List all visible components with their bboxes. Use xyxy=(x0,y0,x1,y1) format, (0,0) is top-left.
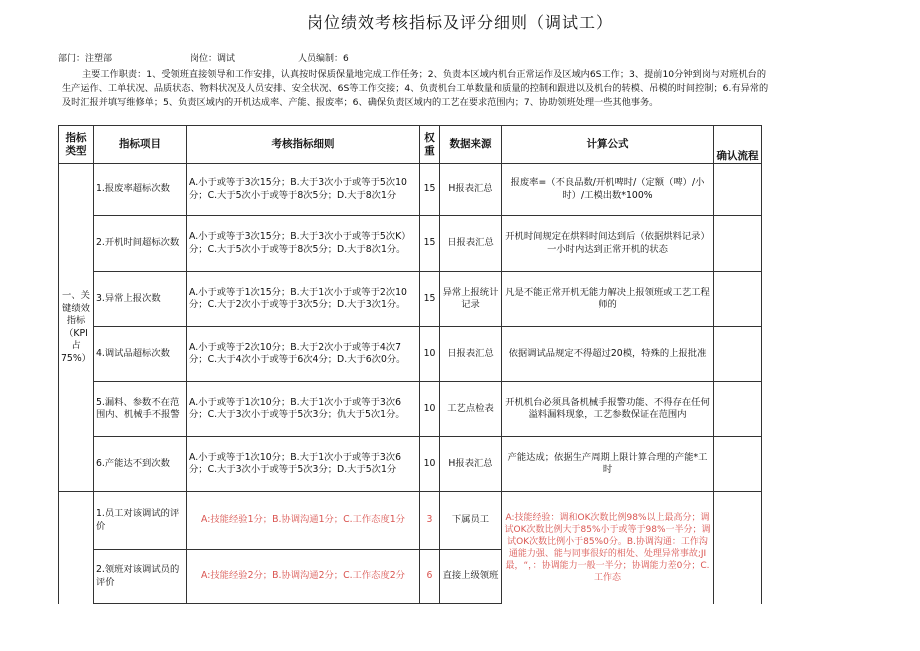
row-formula: 凡是不能正常开机无能力解决上报领班或工艺工程师的 xyxy=(502,272,714,327)
group2-label xyxy=(59,492,94,604)
row-item: 1.报废率超标次数 xyxy=(94,164,187,216)
page-title: 岗位绩效考核指标及评分细则（调试工） xyxy=(306,13,613,32)
header-source: 数据来源 xyxy=(440,126,502,164)
position-label: 岗位：调试 xyxy=(190,54,236,64)
row-formula: 依据调试品规定不得超过20模，特殊的上报批准 xyxy=(502,327,714,382)
row-item: 1.员工对该调试的评价 xyxy=(94,492,187,550)
header-weight: 权重 xyxy=(420,126,440,164)
row-confirm xyxy=(714,437,762,492)
row-item: 6.产能达不到次数 xyxy=(94,437,187,492)
row-weight: 15 xyxy=(420,216,440,272)
row-detail: A.小于或等于1次10分；B.大于1次小于或等于3次6分；C.大于3次小于或等于5次3分；仇大于5次1分。 xyxy=(187,382,420,437)
row-weight: 10 xyxy=(420,382,440,437)
row-source: 异常上报统计记录 xyxy=(440,272,502,327)
department-label: 部门：注塑部 xyxy=(58,54,113,64)
row-item: 2.领班对该调试员的评价 xyxy=(94,550,187,604)
row-weight: 6 xyxy=(420,550,440,604)
row-item: 5.漏料、参数不在范围内、机械手不报警 xyxy=(94,382,187,437)
row-detail: A:技能经验1分；B.协调沟通1分；C.工作态度1分 xyxy=(187,492,420,550)
row-detail: A.小于或等于3次15分；B.大于3次小于或等于5次10分；C.大于5次小于或等于8次5分；D.大于8次1分 xyxy=(187,164,420,216)
table-row xyxy=(59,437,762,492)
kpi-table xyxy=(58,125,762,604)
row-confirm xyxy=(714,164,762,216)
row-confirm xyxy=(714,272,762,327)
table-header-row xyxy=(59,126,762,164)
row-detail: A.小于或等于1次15分；B.大于1次小于或等于2次10分；C.大于2次小于或等于3次5分；D.大于3次1分。 xyxy=(187,272,420,327)
row-detail: A.小于或等于1次10分；B.大于1次小于或等于3次6分；C.大于3次小于或等于5次3分；D.大于5次1分 xyxy=(187,437,420,492)
table-row xyxy=(59,327,762,382)
row-weight: 15 xyxy=(420,272,440,327)
row-formula: 产能达成；依据生产周期上限计算合理的产能*工时 xyxy=(502,437,714,492)
row-source: 直接上级领班 xyxy=(440,550,502,604)
row-formula: 开机机台必须具备机械手报警功能、不得存在任何溢料漏料现象，工艺参数保证在范围内 xyxy=(502,382,714,437)
table-row xyxy=(59,272,762,327)
row-weight: 10 xyxy=(420,437,440,492)
header-type: 指标类型 xyxy=(59,126,94,164)
row-item: 3.异常上报次数 xyxy=(94,272,187,327)
row-item: 4.调试品超标次数 xyxy=(94,327,187,382)
row-confirm xyxy=(714,327,762,382)
table-row xyxy=(59,216,762,272)
row-source: 工艺点检表 xyxy=(440,382,502,437)
row-detail: A.小于或等于2次10分；B.大于2次小于或等于4次7分；C.大于4次小于或等于6次4分；D.大于6次0分。 xyxy=(187,327,420,382)
row-source: 下属员工 xyxy=(440,492,502,550)
kpi-group-label: 一、关键绩效指标（KPI占75%） xyxy=(59,164,94,492)
row-confirm xyxy=(714,492,762,604)
row-detail: A.小于或等于3次15分；B.大于3次小于或等于5次K）分；C.大于5次小于或等于8次5分；D.大于8次1分。 xyxy=(187,216,420,272)
table-row xyxy=(59,164,762,216)
row-weight: 10 xyxy=(420,327,440,382)
row-confirm xyxy=(714,382,762,437)
row-source: H报表汇总 xyxy=(440,437,502,492)
row-confirm xyxy=(714,216,762,272)
row-weight: 3 xyxy=(420,492,440,550)
row-source: 日报表汇总 xyxy=(440,327,502,382)
headcount-label: 人员编制：6 xyxy=(298,54,349,64)
header-confirm: 确认流程 xyxy=(714,126,762,164)
row-detail: A:技能经验2分；B.协调沟通2分；C.工作态度2分 xyxy=(187,550,420,604)
row-source: 日报表汇总 xyxy=(440,216,502,272)
job-duties-paragraph: 主要工作职责：1、受领班直接领导和工作安排，认真按时保质保量地完成工作任务；2、负责本区域内机台正常运作及区域内6S工作；3、提前10分钟到岗与对班机台的生产运作、工单状况、品质状态、物料状况及人员安排、安全状况、6S等工作交接；4、负责机台工单数量和质量的控制和跟进以及机台的转模、吊模的时间控制；6.有异常的及时汇报并填写维修单；5、负责区域内的开机达成率、产能、报废率；6、确保负责区域内的工艺在要求范围内；7、协助领班处理一些其他事务。 xyxy=(62,69,769,108)
header-detail: 考核指标细则 xyxy=(187,126,420,164)
row-item: 2.开机时间超标次数 xyxy=(94,216,187,272)
row-weight: 15 xyxy=(420,164,440,216)
header-item: 指标项目 xyxy=(94,126,187,164)
row-formula-merged: A:技能经验：调和OK次数比例98%以上最高分；调试OK次数比例大于85%小于或等于98%一半分；调试OK次数比例小于85%0分。B.协调沟通：工作沟通能力强、能与同事很好的相处、处理异常事故;JI最，“，：协调能力一般一半分；协调能力差0分；C.工作态 xyxy=(502,492,714,604)
row-source: H报表汇总 xyxy=(440,164,502,216)
header-formula: 计算公式 xyxy=(502,126,714,164)
row-formula: 报废率=（不良品数/开机啤时/（定额（啤）/小时）/工模出数*100% xyxy=(502,164,714,216)
table-row xyxy=(59,492,762,550)
row-formula: 开机时间规定在烘料时间达到后（依据烘料记录）一小时内达到正常开机的状态 xyxy=(502,216,714,272)
table-row xyxy=(59,382,762,437)
